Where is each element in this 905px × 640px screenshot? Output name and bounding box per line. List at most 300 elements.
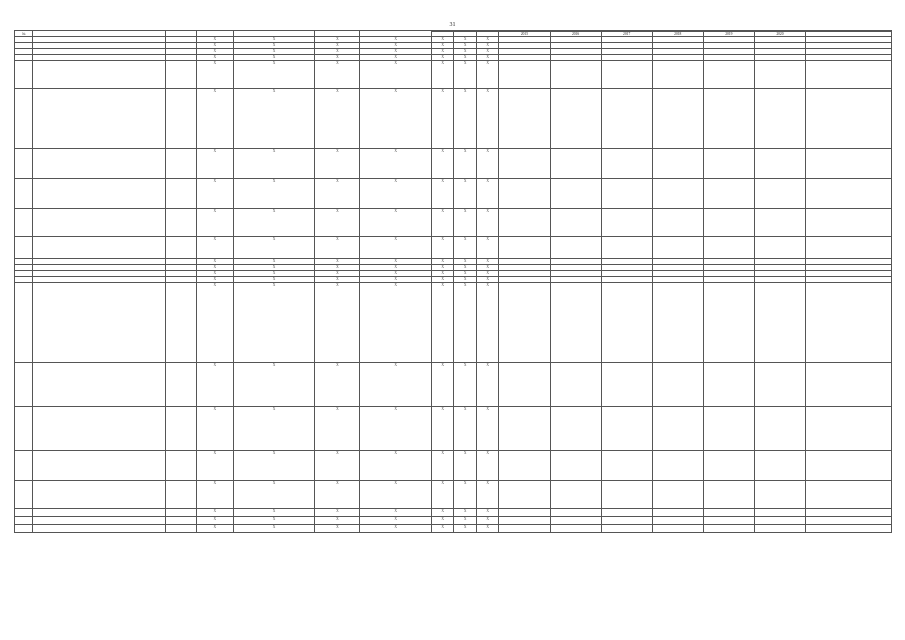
placeholder-cell: X xyxy=(233,37,315,43)
header-year: 2017 xyxy=(601,32,652,37)
placeholder-cell: X xyxy=(196,55,233,61)
placeholder-cell: X xyxy=(233,283,315,363)
placeholder-cell: X xyxy=(454,509,476,517)
table-row xyxy=(15,89,892,149)
value-cell xyxy=(550,363,601,407)
placeholder-cell: X xyxy=(315,49,360,55)
row-name-cell xyxy=(33,481,166,509)
placeholder-cell: X xyxy=(454,43,476,49)
placeholder-cell: X xyxy=(196,363,233,407)
row-unit-cell xyxy=(166,89,197,149)
placeholder-cell: X xyxy=(360,363,432,407)
total-cell xyxy=(805,237,891,259)
placeholder-cell: X xyxy=(476,363,498,407)
placeholder-cell: X xyxy=(315,89,360,149)
placeholder-cell: X xyxy=(315,509,360,517)
placeholder-cell: X xyxy=(233,55,315,61)
value-cell xyxy=(754,61,805,89)
value-cell xyxy=(703,509,754,517)
placeholder-cell: X xyxy=(196,271,233,277)
value-cell xyxy=(550,509,601,517)
table-row xyxy=(15,179,892,209)
placeholder-cell: X xyxy=(476,517,498,525)
placeholder-cell: X xyxy=(431,271,453,277)
placeholder-cell: X xyxy=(476,61,498,89)
total-cell xyxy=(805,509,891,517)
value-cell xyxy=(499,237,550,259)
value-cell xyxy=(652,407,703,451)
value-cell xyxy=(754,509,805,517)
placeholder-cell: X xyxy=(476,49,498,55)
table-row xyxy=(15,61,892,89)
row-name-cell xyxy=(33,61,166,89)
table-row xyxy=(15,481,892,509)
row-name-cell xyxy=(33,89,166,149)
value-cell xyxy=(703,61,754,89)
placeholder-cell: X xyxy=(476,481,498,509)
value-cell xyxy=(550,237,601,259)
total-cell xyxy=(805,61,891,89)
table-row xyxy=(15,451,892,481)
row-name-cell xyxy=(33,149,166,179)
placeholder-cell: X xyxy=(360,43,432,49)
row-number-cell xyxy=(15,209,33,237)
document-sheet xyxy=(14,30,892,630)
row-number-cell xyxy=(15,517,33,525)
row-name-cell xyxy=(33,283,166,363)
placeholder-cell: X xyxy=(431,149,453,179)
placeholder-cell: X xyxy=(233,265,315,271)
value-cell xyxy=(601,363,652,407)
placeholder-cell: X xyxy=(360,451,432,481)
row-name-cell xyxy=(33,509,166,517)
placeholder-cell: X xyxy=(360,179,432,209)
row-unit-cell xyxy=(166,363,197,407)
placeholder-cell: X xyxy=(431,407,453,451)
placeholder-cell: X xyxy=(196,509,233,517)
placeholder-cell: X xyxy=(196,237,233,259)
placeholder-cell: X xyxy=(454,61,476,89)
placeholder-cell: X xyxy=(431,179,453,209)
row-number-cell xyxy=(15,451,33,481)
row-number-cell xyxy=(15,89,33,149)
row-unit-cell xyxy=(166,407,197,451)
placeholder-cell: X xyxy=(315,481,360,509)
value-cell xyxy=(703,481,754,509)
total-cell xyxy=(805,481,891,509)
row-number-cell xyxy=(15,179,33,209)
placeholder-cell: X xyxy=(315,179,360,209)
placeholder-cell: X xyxy=(360,271,432,277)
placeholder-cell: X xyxy=(315,277,360,283)
total-cell xyxy=(805,89,891,149)
table-row xyxy=(15,209,892,237)
placeholder-cell: X xyxy=(476,89,498,149)
placeholder-cell: X xyxy=(196,481,233,509)
placeholder-cell: X xyxy=(454,149,476,179)
placeholder-cell: X xyxy=(476,509,498,517)
placeholder-cell: X xyxy=(360,237,432,259)
row-unit-cell xyxy=(166,451,197,481)
placeholder-cell: X xyxy=(315,43,360,49)
value-cell xyxy=(601,179,652,209)
row-number-cell xyxy=(15,407,33,451)
placeholder-cell: X xyxy=(454,49,476,55)
value-cell xyxy=(550,481,601,509)
placeholder-cell: X xyxy=(454,55,476,61)
value-cell xyxy=(499,407,550,451)
header-row-number: № xyxy=(15,31,33,37)
table-row xyxy=(15,407,892,451)
placeholder-cell: X xyxy=(454,37,476,43)
placeholder-cell: X xyxy=(431,481,453,509)
placeholder-cell: X xyxy=(431,509,453,517)
row-unit-cell xyxy=(166,179,197,209)
placeholder-cell: X xyxy=(476,525,498,533)
placeholder-cell: X xyxy=(360,149,432,179)
placeholder-cell: X xyxy=(196,407,233,451)
placeholder-cell: X xyxy=(315,517,360,525)
table-row xyxy=(15,149,892,179)
value-cell xyxy=(754,237,805,259)
value-cell xyxy=(652,481,703,509)
placeholder-cell: X xyxy=(315,237,360,259)
placeholder-cell: X xyxy=(454,525,476,533)
total-cell xyxy=(805,363,891,407)
total-cell xyxy=(805,283,891,363)
value-cell xyxy=(550,89,601,149)
placeholder-cell: X xyxy=(476,283,498,363)
placeholder-cell: X xyxy=(360,283,432,363)
total-cell xyxy=(805,517,891,525)
placeholder-cell: X xyxy=(431,259,453,265)
placeholder-cell: X xyxy=(431,265,453,271)
placeholder-cell: X xyxy=(454,517,476,525)
placeholder-cell: X xyxy=(360,49,432,55)
value-cell xyxy=(703,451,754,481)
value-cell xyxy=(703,89,754,149)
value-cell xyxy=(499,179,550,209)
value-cell xyxy=(550,525,601,533)
value-cell xyxy=(550,209,601,237)
placeholder-cell: X xyxy=(233,277,315,283)
placeholder-cell: X xyxy=(476,237,498,259)
value-cell xyxy=(652,237,703,259)
row-number-cell xyxy=(15,525,33,533)
value-cell xyxy=(499,149,550,179)
placeholder-cell: X xyxy=(233,271,315,277)
placeholder-cell: X xyxy=(454,283,476,363)
value-cell xyxy=(499,363,550,407)
placeholder-cell: X xyxy=(233,43,315,49)
value-cell xyxy=(550,517,601,525)
placeholder-cell: X xyxy=(454,481,476,509)
value-cell xyxy=(652,149,703,179)
placeholder-cell: X xyxy=(476,55,498,61)
placeholder-cell: X xyxy=(360,407,432,451)
header-year: 2018 xyxy=(652,32,703,37)
placeholder-cell: X xyxy=(315,283,360,363)
placeholder-cell: X xyxy=(315,363,360,407)
value-cell xyxy=(652,209,703,237)
value-cell xyxy=(550,451,601,481)
placeholder-cell: X xyxy=(196,49,233,55)
row-unit-cell xyxy=(166,209,197,237)
value-cell xyxy=(550,283,601,363)
value-cell xyxy=(499,517,550,525)
placeholder-cell: X xyxy=(233,451,315,481)
row-unit-cell xyxy=(166,237,197,259)
value-cell xyxy=(652,517,703,525)
row-name-cell xyxy=(33,237,166,259)
value-cell xyxy=(754,407,805,451)
placeholder-cell: X xyxy=(233,407,315,451)
placeholder-cell: X xyxy=(360,209,432,237)
value-cell xyxy=(601,283,652,363)
placeholder-cell: X xyxy=(196,265,233,271)
placeholder-cell: X xyxy=(233,237,315,259)
value-cell xyxy=(499,61,550,89)
placeholder-cell: X xyxy=(431,277,453,283)
placeholder-cell: X xyxy=(196,209,233,237)
value-cell xyxy=(652,61,703,89)
placeholder-cell: X xyxy=(454,451,476,481)
value-cell xyxy=(550,407,601,451)
placeholder-cell: X xyxy=(454,363,476,407)
placeholder-cell: X xyxy=(454,265,476,271)
value-cell xyxy=(754,451,805,481)
value-cell xyxy=(499,481,550,509)
table-row xyxy=(15,283,892,363)
placeholder-cell: X xyxy=(431,237,453,259)
placeholder-cell: X xyxy=(476,149,498,179)
page-number: 31 xyxy=(449,22,456,28)
placeholder-cell: X xyxy=(315,271,360,277)
placeholder-cell: X xyxy=(233,61,315,89)
value-cell xyxy=(601,149,652,179)
placeholder-cell: X xyxy=(360,525,432,533)
value-cell xyxy=(601,237,652,259)
placeholder-cell: X xyxy=(360,265,432,271)
placeholder-cell: X xyxy=(196,277,233,283)
placeholder-cell: X xyxy=(454,407,476,451)
value-cell xyxy=(601,481,652,509)
row-unit-cell xyxy=(166,149,197,179)
value-cell xyxy=(754,525,805,533)
value-cell xyxy=(499,451,550,481)
placeholder-cell: X xyxy=(315,37,360,43)
value-cell xyxy=(601,451,652,481)
placeholder-cell: X xyxy=(233,179,315,209)
row-number-cell xyxy=(15,509,33,517)
placeholder-cell: X xyxy=(196,283,233,363)
value-cell xyxy=(652,89,703,149)
placeholder-cell: X xyxy=(233,525,315,533)
placeholder-cell: X xyxy=(360,509,432,517)
placeholder-cell: X xyxy=(315,259,360,265)
placeholder-cell: X xyxy=(360,37,432,43)
header-year: 2020 xyxy=(754,32,805,37)
placeholder-cell: X xyxy=(233,149,315,179)
value-cell xyxy=(754,363,805,407)
placeholder-cell: X xyxy=(315,451,360,481)
value-cell xyxy=(754,179,805,209)
value-cell xyxy=(754,517,805,525)
row-number-cell xyxy=(15,481,33,509)
placeholder-cell: X xyxy=(476,277,498,283)
row-unit-cell xyxy=(166,283,197,363)
value-cell xyxy=(754,209,805,237)
value-cell xyxy=(601,209,652,237)
value-cell xyxy=(703,179,754,209)
placeholder-cell: X xyxy=(315,209,360,237)
placeholder-cell: X xyxy=(476,407,498,451)
value-cell xyxy=(754,89,805,149)
value-cell xyxy=(550,149,601,179)
row-unit-cell xyxy=(166,525,197,533)
value-cell xyxy=(601,525,652,533)
total-cell xyxy=(805,179,891,209)
value-cell xyxy=(703,363,754,407)
placeholder-cell: X xyxy=(360,481,432,509)
row-name-cell xyxy=(33,525,166,533)
placeholder-cell: X xyxy=(431,363,453,407)
placeholder-cell: X xyxy=(196,43,233,49)
placeholder-cell: X xyxy=(315,407,360,451)
value-cell xyxy=(703,149,754,179)
placeholder-cell: X xyxy=(431,525,453,533)
placeholder-cell: X xyxy=(476,451,498,481)
row-unit-cell xyxy=(166,509,197,517)
placeholder-cell: X xyxy=(431,37,453,43)
value-cell xyxy=(652,363,703,407)
placeholder-cell: X xyxy=(431,55,453,61)
placeholder-cell: X xyxy=(196,517,233,525)
row-unit-cell xyxy=(166,481,197,509)
total-cell xyxy=(805,525,891,533)
row-name-cell xyxy=(33,209,166,237)
placeholder-cell: X xyxy=(476,179,498,209)
value-cell xyxy=(652,509,703,517)
row-number-cell xyxy=(15,363,33,407)
value-cell xyxy=(601,517,652,525)
placeholder-cell: X xyxy=(431,209,453,237)
placeholder-cell: X xyxy=(315,61,360,89)
header-year: 2015 xyxy=(499,32,550,37)
value-cell xyxy=(601,61,652,89)
placeholder-cell: X xyxy=(360,259,432,265)
value-cell xyxy=(499,209,550,237)
placeholder-cell: X xyxy=(431,451,453,481)
table-row xyxy=(15,517,892,525)
placeholder-cell: X xyxy=(454,277,476,283)
placeholder-cell: X xyxy=(315,55,360,61)
placeholder-cell: X xyxy=(315,149,360,179)
placeholder-cell: X xyxy=(431,89,453,149)
value-cell xyxy=(499,89,550,149)
total-cell xyxy=(805,149,891,179)
placeholder-cell: X xyxy=(454,179,476,209)
value-cell xyxy=(550,179,601,209)
value-cell xyxy=(601,89,652,149)
row-number-cell xyxy=(15,149,33,179)
value-cell xyxy=(601,509,652,517)
placeholder-cell: X xyxy=(196,259,233,265)
placeholder-cell: X xyxy=(476,259,498,265)
value-cell xyxy=(652,283,703,363)
placeholder-cell: X xyxy=(196,525,233,533)
placeholder-cell: X xyxy=(360,277,432,283)
placeholder-cell: X xyxy=(233,363,315,407)
placeholder-cell: X xyxy=(431,61,453,89)
value-cell xyxy=(703,517,754,525)
placeholder-cell: X xyxy=(196,89,233,149)
value-cell xyxy=(652,525,703,533)
placeholder-cell: X xyxy=(476,265,498,271)
placeholder-cell: X xyxy=(196,61,233,89)
row-name-cell xyxy=(33,179,166,209)
placeholder-cell: X xyxy=(454,271,476,277)
value-cell xyxy=(499,525,550,533)
table-row xyxy=(15,525,892,533)
table-row xyxy=(15,363,892,407)
placeholder-cell: X xyxy=(476,43,498,49)
table-row xyxy=(15,509,892,517)
row-name-cell xyxy=(33,451,166,481)
placeholder-cell: X xyxy=(233,49,315,55)
placeholder-cell: X xyxy=(454,237,476,259)
placeholder-cell: X xyxy=(196,179,233,209)
value-cell xyxy=(499,509,550,517)
value-cell xyxy=(754,149,805,179)
value-cell xyxy=(550,61,601,89)
placeholder-cell: X xyxy=(431,283,453,363)
placeholder-cell: X xyxy=(360,55,432,61)
value-cell xyxy=(703,209,754,237)
placeholder-cell: X xyxy=(431,49,453,55)
placeholder-cell: X xyxy=(360,89,432,149)
placeholder-cell: X xyxy=(454,89,476,149)
placeholder-cell: X xyxy=(233,209,315,237)
value-cell xyxy=(652,179,703,209)
placeholder-cell: X xyxy=(233,509,315,517)
placeholder-cell: X xyxy=(476,37,498,43)
row-number-cell xyxy=(15,237,33,259)
value-cell xyxy=(601,407,652,451)
table-row xyxy=(15,237,892,259)
placeholder-cell: X xyxy=(360,61,432,89)
row-number-cell xyxy=(15,61,33,89)
placeholder-cell: X xyxy=(476,209,498,237)
placeholder-cell: X xyxy=(196,149,233,179)
placeholder-cell: X xyxy=(315,525,360,533)
value-cell xyxy=(703,407,754,451)
row-number-cell xyxy=(15,283,33,363)
placeholder-cell: X xyxy=(233,259,315,265)
row-unit-cell xyxy=(166,61,197,89)
value-cell xyxy=(703,283,754,363)
total-cell xyxy=(805,451,891,481)
header-year: 2016 xyxy=(550,32,601,37)
total-cell xyxy=(805,407,891,451)
value-cell xyxy=(703,237,754,259)
value-cell xyxy=(652,451,703,481)
data-table xyxy=(14,30,892,533)
placeholder-cell: X xyxy=(431,43,453,49)
value-cell xyxy=(754,283,805,363)
placeholder-cell: X xyxy=(360,517,432,525)
header-year: 2019 xyxy=(703,32,754,37)
